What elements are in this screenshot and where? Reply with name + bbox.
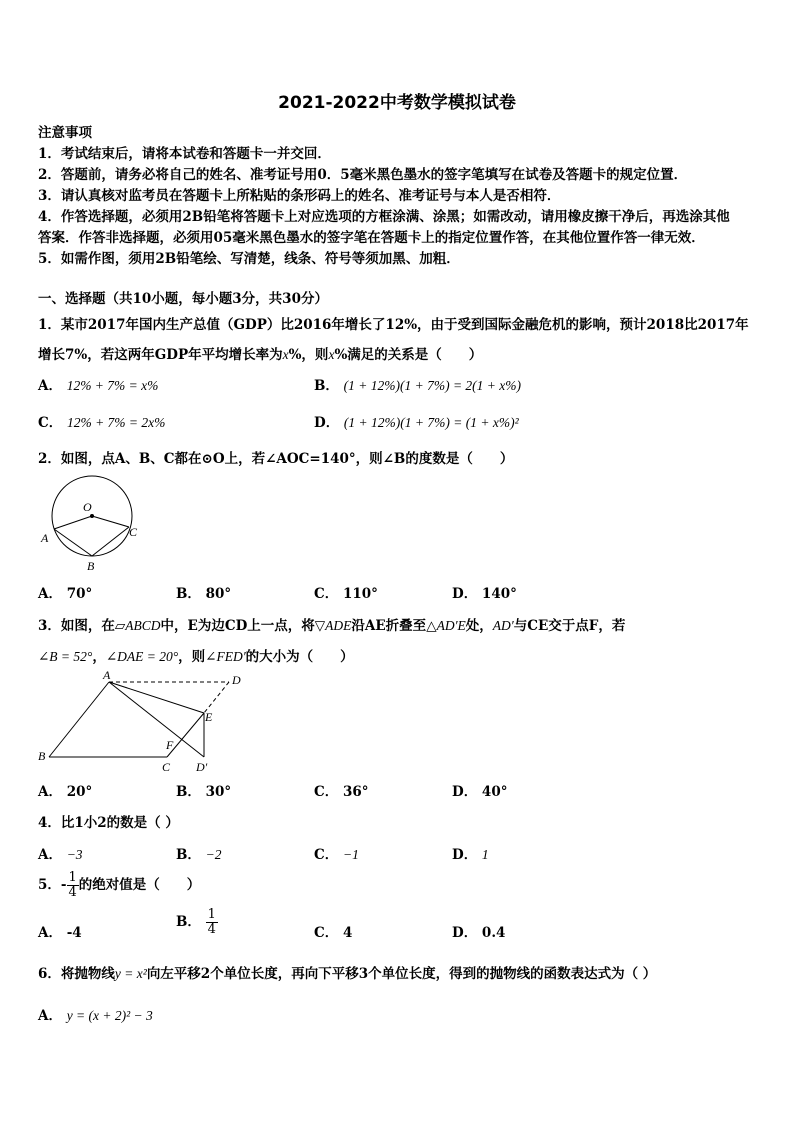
q2-option-b[interactable]: B． 80° [176,586,232,602]
label-a: A [103,668,111,682]
center-dot [90,514,94,518]
label-a: A [41,531,49,545]
q1-variable: x [282,347,289,362]
q2-option-d[interactable]: D． 140° [452,586,517,602]
notice-heading: 注意事项 [38,125,92,141]
q3-option-c[interactable]: C． 36° [314,784,369,800]
notice-item: 1．考试结束后，请将本试卷和答题卡一并交回． [38,146,331,162]
q2-option-a[interactable]: A． 70° [38,586,93,602]
q5-option-b[interactable]: B． $\frac{1}{4}$ [176,907,216,937]
q2-stem: 2．如图，点A、B、C都在⊙O上，若∠AOC=140°，则∠B的度数是（ ） [38,451,514,467]
notice-item: 5．如需作图，须用2B铅笔绘、写清楚，线条、符号等须加黑、加粗． [38,251,460,267]
page-title: 2021-2022中考数学模拟试卷 [278,93,516,113]
notice-item: 答案．作答非选择题，必须用05毫米黑色墨水的签字笔在答题卡上的指定位置作答，在其他位置作答一律无效． [38,230,705,246]
label-b: B [38,749,46,763]
segment-oa [54,516,92,529]
q1-option-a[interactable]: A． 12% + 7% = x% [38,378,159,394]
label-o: O [83,500,92,514]
segment-ae [109,682,204,713]
q5-option-a[interactable]: A． -4 [38,925,82,941]
label-c: C [129,525,138,539]
segment-ad-prime [109,682,204,757]
q4-option-d[interactable]: D． 1 [452,847,489,863]
label-e: E [205,710,213,724]
label-d-prime: D′ [196,760,208,774]
label-d: D [232,673,241,687]
q4-option-b[interactable]: B． −2 [176,847,222,863]
q4-stem: 4．比1小2的数是（ ） [38,815,179,831]
section-heading: 一、选择题（共10小题，每小题3分，共30分） [38,291,328,307]
q1-option-c[interactable]: C． 12% + 7% = 2x% [38,415,166,431]
q3-stem-line1: 3．如图，在▱ABCD中，E为边CD上一点，将▽ADE沿AE折叠至△AD′E处，AD′与CE交于点F，若 [38,618,626,634]
q1-stem-line2: 增长7%，若这两年GDP年平均增长率为x%，则x%满足的关系是（ ） [38,347,483,363]
q1-option-b[interactable]: B． (1 + 12%)(1 + 7%) = 2(1 + x%) [314,378,522,394]
q3-option-a[interactable]: A． 20° [38,784,93,800]
q5-option-d[interactable]: D． 0.4 [452,925,506,941]
q3-option-b[interactable]: B． 30° [176,784,232,800]
q1-variable: x [328,347,335,362]
segment-de [204,682,229,713]
q3-parallelogram-figure [36,668,252,776]
q4-option-c[interactable]: C． −1 [314,847,359,863]
q5-stem: 5．- $\frac{1}{4}$ 的绝对值是（ ） [38,870,201,900]
q6-option-a[interactable]: A． y = (x + 2)² − 3 [38,1008,153,1024]
q5-option-c[interactable]: C． 4 [314,925,353,941]
q1-option-d[interactable]: D． (1 + 12%)(1 + 7%) = (1 + x%)² [314,415,519,431]
label-f: F [166,738,174,752]
notice-item: 2．答题前，请务必将自己的姓名、准考证号用0．5毫米黑色墨水的签字笔填写在试卷及答题卡的规定位置． [38,167,688,183]
label-b: B [87,559,95,573]
notice-item: 4．作答选择题，必须用2B铅笔将答题卡上对应选项的方框涂满、涂黑；如需改动，请用橡皮擦干净后，再选涂其他 [38,209,730,225]
segment-ab [49,682,109,757]
q5-fraction: $\frac{1}{4}$ [68,870,77,900]
label-c: C [162,760,171,774]
q6-stem: 6．将抛物线y = x²向左平移2个单位长度，再向下平移3个单位长度，得到的抛物线的函数表达式为（ ） [38,966,657,982]
q2-circle-figure [32,470,152,576]
q1-stem-line1: 1．某市2017年国内生产总值（GDP）比2016年增长了12%，由于受到国际金融危机的影响，预计2018比2017年 [38,317,749,333]
q3-stem-line2: ∠B = 52°，∠DAE = 20°，则∠FED′的大小为（ ） [38,649,354,665]
q2-option-c[interactable]: C． 110° [314,586,378,602]
notice-item: 3．请认真核对监考员在答题卡上所粘贴的条形码上的姓名、准考证号与本人是否相符． [38,188,561,204]
segment-oc [92,516,129,527]
q3-option-d[interactable]: D． 40° [452,784,508,800]
q4-option-a[interactable]: A． −3 [38,847,83,863]
segment-ab [54,529,92,556]
